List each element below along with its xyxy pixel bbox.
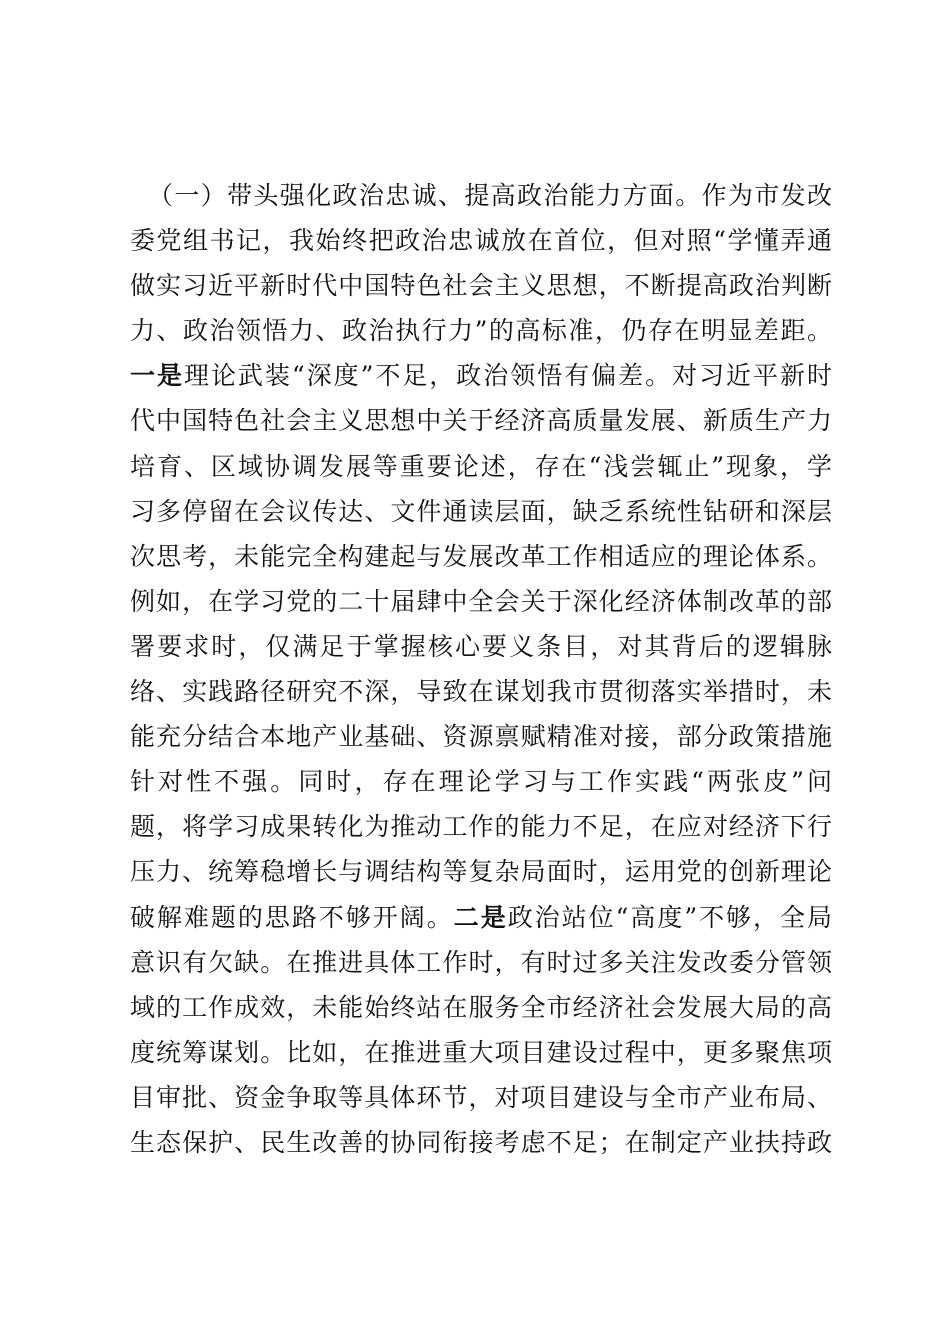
bold-lead-phrase: 二是 — [453, 902, 508, 932]
text-segment: 生态保护、民生改善的协同衔接考虑不足；在制定产业扶持政 — [130, 1127, 832, 1157]
text-segment: 委党组书记，我始终把政治忠诚放在首位，但对照“学懂弄通 — [130, 226, 832, 256]
text-line — [130, 852, 832, 897]
text-line — [130, 762, 832, 807]
text-line — [130, 537, 832, 582]
text-line — [130, 717, 832, 762]
text-line — [130, 1033, 832, 1078]
bold-lead-phrase: 一是 — [130, 361, 184, 391]
text-segment: 题，将学习成果转化为推动工作的能力不足，在应对经济下行 — [130, 812, 832, 842]
text-segment: 能充分结合本地产业基础、资源禀赋精准对接，部分政策措施 — [130, 722, 832, 752]
text-segment: 域的工作成效，未能始终站在服务全市经济社会发展大局的高 — [130, 992, 832, 1022]
text-segment: 例如，在学习党的二十届肆中全会关于深化经济体制改革的部 — [130, 586, 832, 616]
text-segment: 目审批、资金争取等具体环节，对项目建设与全市产业布局、 — [130, 1082, 832, 1112]
text-line — [130, 176, 832, 221]
text-segment: 政治站位“高度”不够，全局 — [507, 902, 832, 932]
text-line — [130, 943, 832, 988]
text-line — [130, 266, 832, 311]
text-line — [130, 311, 832, 356]
text-line — [130, 988, 832, 1033]
text-segment: 做实习近平新时代中国特色社会主义思想，不断提高政治判断 — [130, 271, 832, 301]
text-line — [130, 627, 832, 672]
text-line — [130, 1078, 832, 1123]
text-segment: 培育、区域协调发展等重要论述，存在“浅尝辄止”现象，学 — [130, 451, 832, 481]
text-segment: 针对性不强。同时，存在理论学习与工作实践“两张皮”问 — [130, 767, 832, 797]
text-line — [130, 1123, 832, 1168]
text-line — [130, 898, 832, 943]
text-line — [130, 356, 832, 401]
text-line — [130, 582, 832, 627]
document-page — [130, 176, 832, 1168]
text-segment: 理论武装“深度”不足，政治领悟有偏差。对习近平新时 — [183, 361, 832, 391]
text-segment: 署要求时，仅满足于掌握核心要义条目，对其背后的逻辑脉 — [130, 631, 832, 661]
text-segment: 代中国特色社会主义思想中关于经济高质量发展、新质生产力 — [130, 406, 832, 436]
text-segment: 习多停留在会议传达、文件通读层面，缺乏系统性钻研和深层 — [130, 496, 832, 526]
text-line — [130, 807, 832, 852]
text-segment: 次思考，未能完全构建起与发展改革工作相适应的理论体系。 — [130, 541, 832, 571]
text-segment: 络、实践路径研究不深，导致在谋划我市贯彻落实举措时，未 — [130, 677, 832, 707]
text-segment: 压力、统筹稳增长与调结构等复杂局面时，运用党的创新理论 — [130, 857, 832, 887]
text-segment: （一）带头强化政治忠诚、提高政治能力方面。作为市发改 — [148, 181, 832, 210]
text-segment: 力、政治领悟力、政治执行力”的高标准，仍存在明显差距。 — [130, 316, 832, 346]
text-line — [130, 401, 832, 446]
text-line — [130, 447, 832, 492]
text-line — [130, 492, 832, 537]
text-segment: 破解难题的思路不够开阔。 — [130, 902, 454, 932]
text-line — [130, 221, 832, 266]
text-line — [130, 672, 832, 717]
text-segment: 意识有欠缺。在推进具体工作时，有时过多关注发改委分管领 — [130, 947, 832, 977]
text-segment: 度统筹谋划。比如，在推进重大项目建设过程中，更多聚焦项 — [130, 1037, 832, 1067]
